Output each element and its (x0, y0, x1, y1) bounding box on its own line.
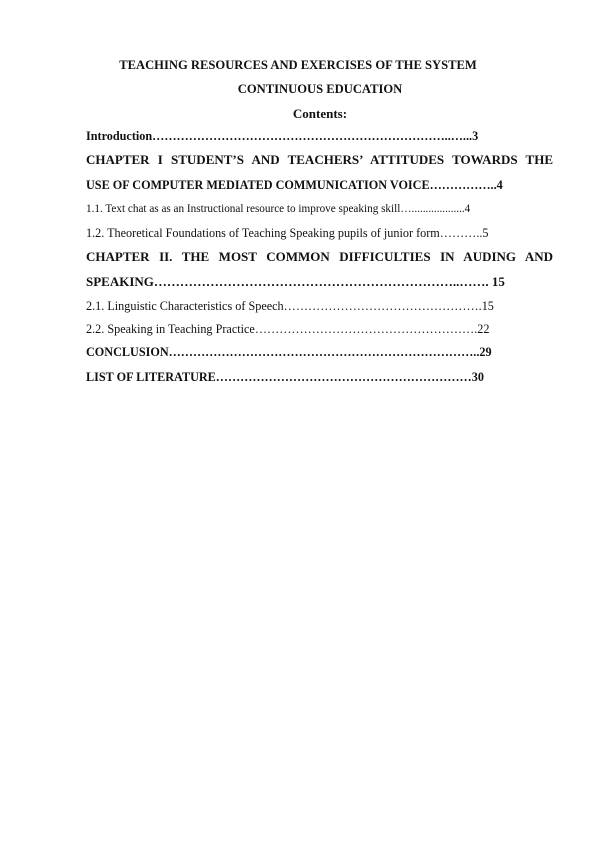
title-line-2: CONTINUOUS EDUCATION (237, 82, 403, 96)
toc-chapter-1-line-1: CHAPTER I STUDENT’S AND TEACHERS’ ATTITUDES TOWARDS THE (86, 152, 553, 167)
toc-section-2-2: 2.2. Speaking in Teaching Practice……………………………………………….22 (86, 322, 490, 336)
toc-introduction: Introduction………………………………………………………………..…...3 (86, 129, 479, 143)
toc-section-1-1: 1.1. Text chat as as an Instructional resource to improve speaking skill…...................4 (86, 203, 471, 215)
contents-heading: Contents: (292, 106, 348, 121)
toc-section-1-2: 1.2. Theoretical Foundations of Teaching Speaking pupils of junior form………..5 (86, 226, 489, 240)
toc-section-2-1: 2.1. Linguistic Characteristics of Speech………………………………………….15 (86, 299, 494, 313)
toc-chapter-2-line-2: SPEAKING……………………………………………………………..……. 15 (86, 274, 505, 289)
toc-chapter-2-line-1: CHAPTER II. THE MOST COMMON DIFFICULTIES IN AUDING AND (86, 249, 553, 264)
title-line-1: TEACHING RESOURCES AND EXERCISES OF THE SYSTEM (119, 58, 477, 72)
toc-literature: LIST OF LITERATURE………………………………………………………30 (86, 370, 484, 384)
toc-chapter-1-line-2: USE OF COMPUTER MEDIATED COMMUNICATION VOICE……………..4 (86, 178, 503, 192)
toc-conclusion: CONCLUSION…………………………………………………………………..29 (86, 345, 492, 359)
